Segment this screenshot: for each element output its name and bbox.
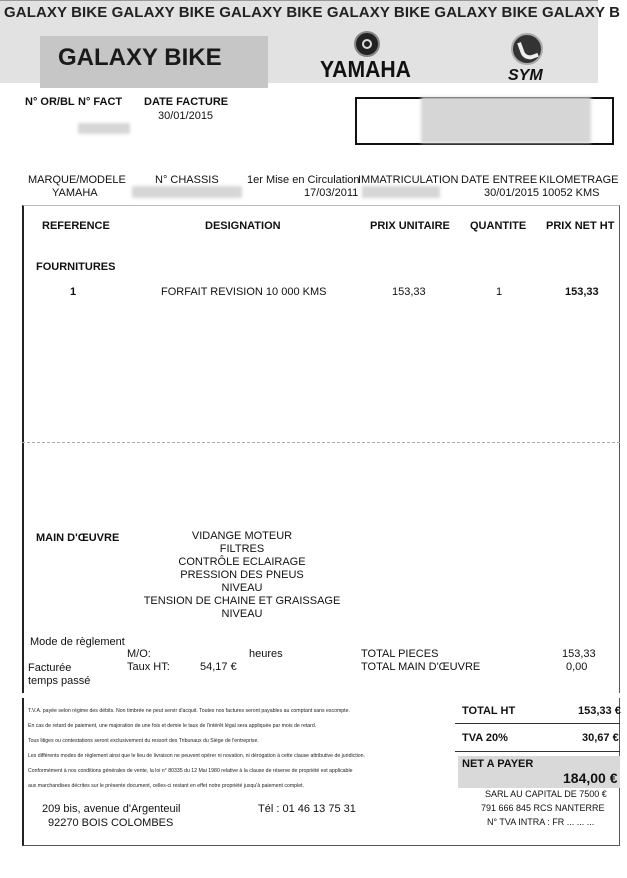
- rate-label: Taux HT:: [127, 661, 170, 673]
- brand-model-value: YAMAHA: [52, 187, 98, 199]
- col-header-reference: REFERENCE: [42, 220, 110, 232]
- col-header-designation: DESIGNATION: [205, 220, 281, 232]
- or-bl-label: N° OR/BL: [25, 96, 75, 108]
- labour-item: CONTRÔLE ECLAIRAGE: [178, 556, 306, 568]
- entry-date-value: 30/01/2015: [484, 187, 540, 199]
- redacted-invoice-number: [78, 123, 130, 134]
- client-address-box: [355, 97, 614, 145]
- col-header-quantity: QUANTITE: [470, 220, 527, 232]
- legal-line: Conformément à nos conditions générales de vente, la loi n° 80335 du 12 Mai 1980 relative à la clause de réserve de propriété est applicable: [28, 768, 353, 774]
- fact-number-label: N° FACT: [78, 96, 123, 108]
- tva-label: TVA 20%: [462, 732, 508, 744]
- phone-number: Tél : 01 46 13 75 31: [258, 803, 356, 815]
- total-parts-value: 153,33: [562, 648, 596, 660]
- net-to-pay-value: 184,00 €: [563, 770, 618, 786]
- row-designation: FORFAIT REVISION 10 000 KMS: [161, 286, 327, 298]
- invoice-date-label: DATE FACTURE: [144, 96, 229, 108]
- total-ht-value: 153,33 €: [578, 705, 621, 717]
- net-to-pay-label: NET A PAYER: [462, 758, 534, 770]
- redacted-registration: [362, 186, 440, 198]
- total-labour-label: TOTAL MAIN D'ŒUVRE: [361, 661, 481, 673]
- labour-item: NIVEAU: [221, 608, 263, 620]
- row-quantity: 1: [496, 286, 503, 298]
- mileage-label: KILOMETRAGE: [539, 174, 619, 186]
- section-labour: MAIN D'ŒUVRE: [36, 532, 120, 544]
- labour-item: TENSION DE CHAINE ET GRAISSAGE: [143, 595, 341, 607]
- address-line-1: 209 bis, avenue d'Argenteuil: [42, 803, 181, 815]
- legal-line: En cas de retard de paiement, une majoration de une fois et demie le taux de l'intérêt légal sera appliquée par mois de retard.: [28, 723, 317, 729]
- col-header-unit-price: PRIX UNITAIRE: [370, 220, 450, 232]
- banner-strip-text: GALAXY BIKE GALAXY BIKE GALAXY BIKE GALAXY BIKE GALAXY BIKE GALAXY B: [4, 4, 621, 21]
- labour-list: [142, 530, 342, 621]
- billed-label: Facturée: [28, 662, 72, 674]
- time-spent-label: temps passé: [28, 675, 91, 687]
- labour-item: FILTRES: [219, 543, 265, 555]
- yamaha-brand: YAMAHA: [320, 56, 411, 82]
- first-registration-value: 17/03/2011: [304, 187, 359, 199]
- row-net-price: 153,33: [565, 286, 599, 298]
- row-reference: 1: [70, 286, 77, 298]
- col-header-net-price: PRIX NET HT: [546, 220, 615, 232]
- chassis-label: N° CHASSIS: [155, 174, 219, 186]
- mo-label: M/O:: [127, 648, 151, 660]
- total-labour-value: 0,00: [566, 661, 588, 673]
- total-parts-label: TOTAL PIECES: [361, 648, 439, 660]
- rate-value: 54,17 €: [200, 661, 237, 673]
- labour-item: NIVEAU: [221, 582, 263, 594]
- table-divider: [22, 442, 620, 443]
- redacted-client-address: [421, 97, 591, 143]
- brand-model-label: MARQUE/MODELE: [28, 174, 126, 186]
- entry-date-label: DATE ENTREE: [461, 174, 538, 186]
- yamaha-logo-icon: [354, 31, 380, 57]
- legal-line: aux marchandises décrites sur le présente document, celles-ci restant en effet notre propriété jusqu'à paiement complet.: [28, 783, 304, 789]
- totals-divider: [455, 751, 620, 752]
- totals-divider: [455, 723, 620, 724]
- registration-label: IMMATRICULATION: [358, 174, 459, 186]
- mileage-value: 10052 KMS: [542, 187, 600, 199]
- labour-item: PRESSION DES PNEUS: [180, 569, 304, 581]
- sym-brand: SYM: [508, 67, 543, 84]
- invoice-date-value: 30/01/2015: [158, 110, 214, 122]
- total-ht-label: TOTAL HT: [462, 705, 516, 717]
- sym-logo-icon: [511, 33, 543, 65]
- vat-intra: N° TVA INTRA : FR ... ... ...: [487, 817, 595, 827]
- legal-line: T.V.A. payée selon régime des débits. Non timbrée ne peut servir d'acquit. Toutes nos factures seront payables au comptant sans escompte.: [28, 708, 350, 714]
- section-supplies: FOURNITURES: [36, 261, 116, 273]
- legal-line: Tous litiges ou contestations seront exclusivement du ressort des Tribunaux du Siège de l'entreprise.: [28, 738, 259, 744]
- redacted-chassis-number: [132, 186, 242, 198]
- company-rcs: 791 666 845 RCS NANTERRE: [481, 803, 605, 813]
- row-unit-price: 153,33: [392, 286, 426, 298]
- address-line-2: 92270 BOIS COLOMBES: [48, 817, 174, 829]
- shop-name: GALAXY BIKE: [58, 44, 222, 71]
- hours-label: heures: [249, 648, 283, 660]
- tva-value: 30,67 €: [582, 732, 619, 744]
- legal-line: Les différents modes de règlement ainsi que le lieu de livraison ne peuvent opérer ni novation, ni dérogation à cette clause attributive de juridiction.: [28, 753, 366, 759]
- company-capital: SARL AU CAPITAL DE 7500 €: [485, 789, 607, 799]
- first-registration-label: 1er Mise en Circulation: [247, 174, 360, 186]
- labour-item: VIDANGE MOTEUR: [191, 530, 293, 542]
- payment-mode-label: Mode de règlement: [30, 636, 125, 648]
